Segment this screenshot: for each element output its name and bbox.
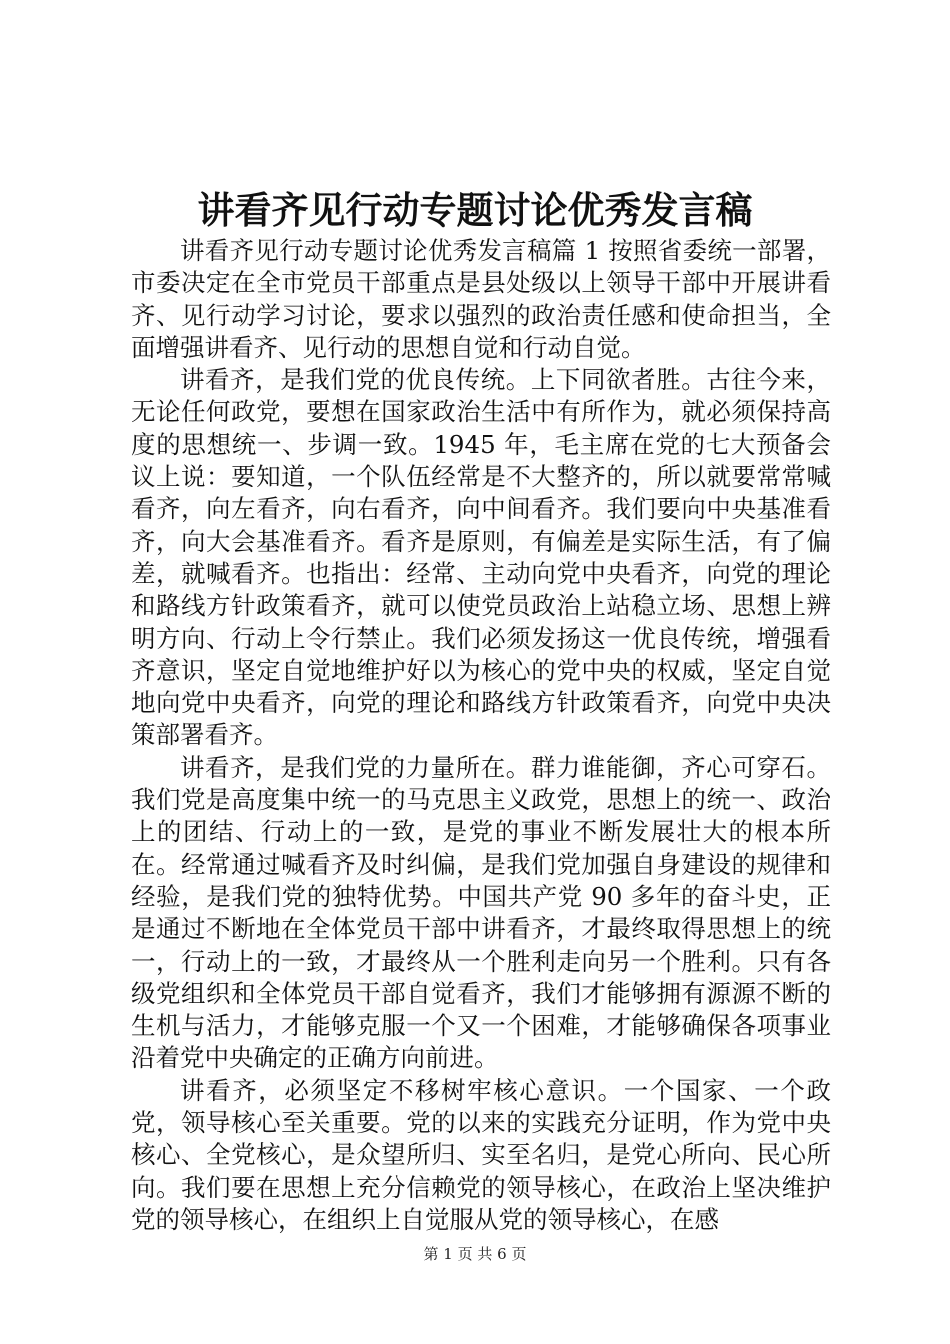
paragraph-1: 讲看齐见行动专题讨论优秀发言稿篇 1 按照省委统一部署，市委决定在全市党员干部重点是县处级以上领导干部中开展讲看齐、见行动学习讨论，要求以强烈的政治责任感和使命担当，全面增强讲看齐、见行动的思想自觉和行动自觉。 [131,236,831,362]
paragraph-2: 讲看齐，是我们党的优良传统。上下同欲者胜。古往今来，无论任何政党，要想在国家政治生活中有所作为，就必须保持高度的思想统一、步调一致。1945 年，毛主席在党的七大预备会议上说：要知道，一个队伍经常是不大整齐的，所以就要常常喊看齐，向左看齐，向右看齐，向中间看齐。我们要向中央基准看齐，向大会基准看齐。看齐是原则，有偏差是实际生活，有了偏差，就喊看齐。也指出：经常、主动向党中央看齐，向党的理论和路线方针政策看齐，就可以使党员政治上站稳立场、思想上辨明方向、行动上令行禁止。我们必须发扬这一优良传统，增强看齐意识，坚定自觉地维护好以为核心的党中央的权威，坚定自觉地向党中央看齐，向党的理论和路线方针政策看齐，向党中央决策部署看齐。 [131,365,831,750]
document-title: 讲看齐见行动专题讨论优秀发言稿 [197,188,753,232]
page-number-footer: 第 1 页 共 6 页 [423,1245,527,1263]
paragraph-3: 讲看齐，是我们党的力量所在。群力谁能御，齐心可穿石。我们党是高度集中统一的马克思主义政党，思想上的统一、政治上的团结、行动上的一致，是党的事业不断发展壮大的根本所在。经常通过喊看齐及时纠偏，是我们党加强自身建设的规律和经验，是我们党的独特优势。中国共产党 90 多年的奋斗史，正是通过不断地在全体党员干部中讲看齐，才最终取得思想上的统一，行动上的一致，才最终从一个胜利走向另一个胜利。只有各级党组织和全体党员干部自觉看齐，我们才能够拥有源源不断的生机与活力，才能够克服一个又一个困难，才能够确保各项事业沿着党中央确定的正确方向前进。 [131,752,831,1073]
paragraph-4: 讲看齐，必须坚定不移树牢核心意识。一个国家、一个政党，领导核心至关重要。党的以来的实践充分证明，作为党中央核心、全党核心，是众望所归、实至名归，是党心所向、民心所向。我们要在思想上充分信赖党的领导核心，在政治上坚决维护党的领导核心，在组织上自觉服从党的领导核心，在感 [131,1075,831,1234]
document-body [131,235,831,1236]
